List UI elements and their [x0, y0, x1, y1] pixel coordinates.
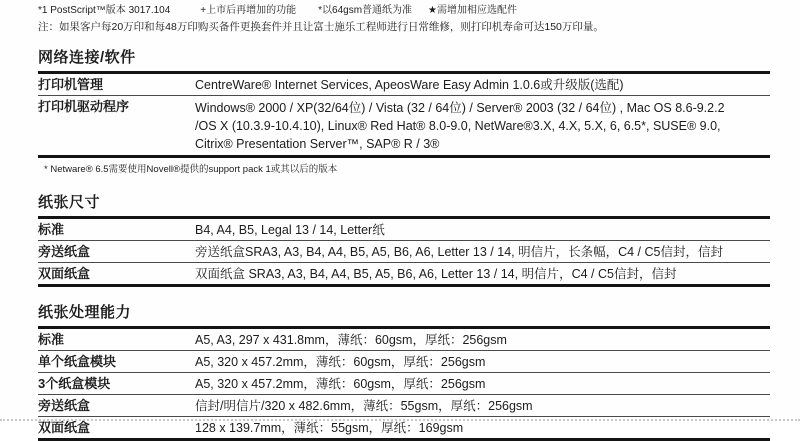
section-network-software: [38, 49, 770, 158]
netware-footnote: * Netware® 6.5需要使用Novell®提供的support pack 1或其以后的版本: [44, 164, 338, 175]
table-row: [38, 96, 770, 155]
bottom-dotted-divider: [0, 419, 800, 421]
row-label-standard: 标准: [38, 222, 65, 237]
footnote-64gsm-basis: *以64gsm普通纸为准: [318, 5, 413, 16]
section-paper-size: [38, 194, 770, 287]
row-label-bypass-tray: 旁送纸盒: [38, 398, 91, 413]
row-label-duplex-tray: 双面纸盒: [38, 420, 91, 435]
section-title-paper-handling: 纸张处理能力: [38, 304, 132, 321]
row-value-bypass-tray: 旁送纸盒SRA3, A3, B4, A4, B5, A5, B6, A6, Letter 13 / 14, 明信片，长条幅，C4 / C5信封，信封: [195, 245, 723, 259]
footnote-added-after-launch: +上市后再增加的功能: [200, 5, 297, 16]
table-row: [38, 329, 770, 351]
row-value-standard: B4, A4, B5, Legal 13 / 14, Letter纸: [195, 223, 385, 237]
network-software-table: [38, 71, 770, 158]
table-row: [38, 373, 770, 395]
row-value-duplex-tray: 128 x 139.7mm，薄纸：55gsm，厚纸：169gsm: [195, 421, 464, 435]
row-value-three-tray-module: A5, 320 x 457.2mm，薄纸：60gsm，厚纸：256gsm: [195, 377, 486, 391]
row-value-duplex-tray: 双面纸盒 SRA3, A3, B4, A4, B5, A5, B6, A6, Letter 13 / 14, 明信片，C4 / C5信封，信封: [195, 267, 677, 281]
paper-handling-table: [38, 326, 770, 441]
row-value-printer-management: CentreWare® Internet Services, ApeosWare Easy Admin 1.0.6或升级版(选配): [195, 78, 624, 92]
driver-line-2: /OS X (10.3.9-10.4.10), Linux® Red Hat® 8.0-9.0, NetWare®3.X, 4.X, 5.X, 6, 6.5*, SUSE® 9.0,: [195, 119, 721, 133]
row-label-printer-management: 打印机管理: [38, 77, 104, 92]
row-value-standard: A5, A3, 297 x 431.8mm，薄纸：60gsm，厚纸：256gsm: [195, 333, 507, 347]
table-row: [38, 74, 770, 96]
table-row: [38, 219, 770, 241]
table-row: [38, 395, 770, 417]
row-label-bypass-tray: 旁送纸盒: [38, 244, 91, 259]
footnote-optional-accessory: ★需增加相应选配件: [428, 5, 518, 16]
section-title-network-software: 网络连接/软件: [38, 49, 136, 66]
row-label-standard: 标准: [38, 332, 65, 347]
driver-line-1: Windows® 2000 / XP(32/64位) / Vista (32 / 64位) / Server® 2003 (32 / 64位) , Mac OS 8.6-9.2.2: [195, 101, 725, 115]
row-value-bypass-tray: 信封/明信片/320 x 482.6mm，薄纸：55gsm，厚纸：256gsm: [195, 399, 533, 413]
row-label-three-tray-module: 3个纸盒模块: [38, 376, 111, 391]
top-footnotes-row: [0, 0, 800, 17]
row-value-printer-drivers: [195, 96, 770, 155]
footnote-postscript-version: *1 PostScript™版本 3017.104: [38, 5, 171, 16]
driver-line-3: Citrix® Presentation Server™, SAP® R / 3®: [195, 137, 440, 151]
maintenance-note: 注：如果客户每20万印和每48万印购买备件更换套件并且让富士施乐工程师进行日常维修，则打印机寿命可达150万印量。: [38, 21, 604, 33]
row-value-single-tray-module: A5, 320 x 457.2mm，薄纸：60gsm，厚纸：256gsm: [195, 355, 486, 369]
row-label-printer-drivers: 打印机驱动程序: [38, 99, 130, 114]
table-row: [38, 241, 770, 263]
paper-size-table: [38, 216, 770, 287]
section-title-paper-size: 纸张尺寸: [38, 194, 101, 211]
table-row: [38, 263, 770, 284]
table-row: [38, 351, 770, 373]
row-label-single-tray-module: 单个纸盒模块: [38, 354, 117, 369]
row-label-duplex-tray: 双面纸盒: [38, 266, 91, 281]
